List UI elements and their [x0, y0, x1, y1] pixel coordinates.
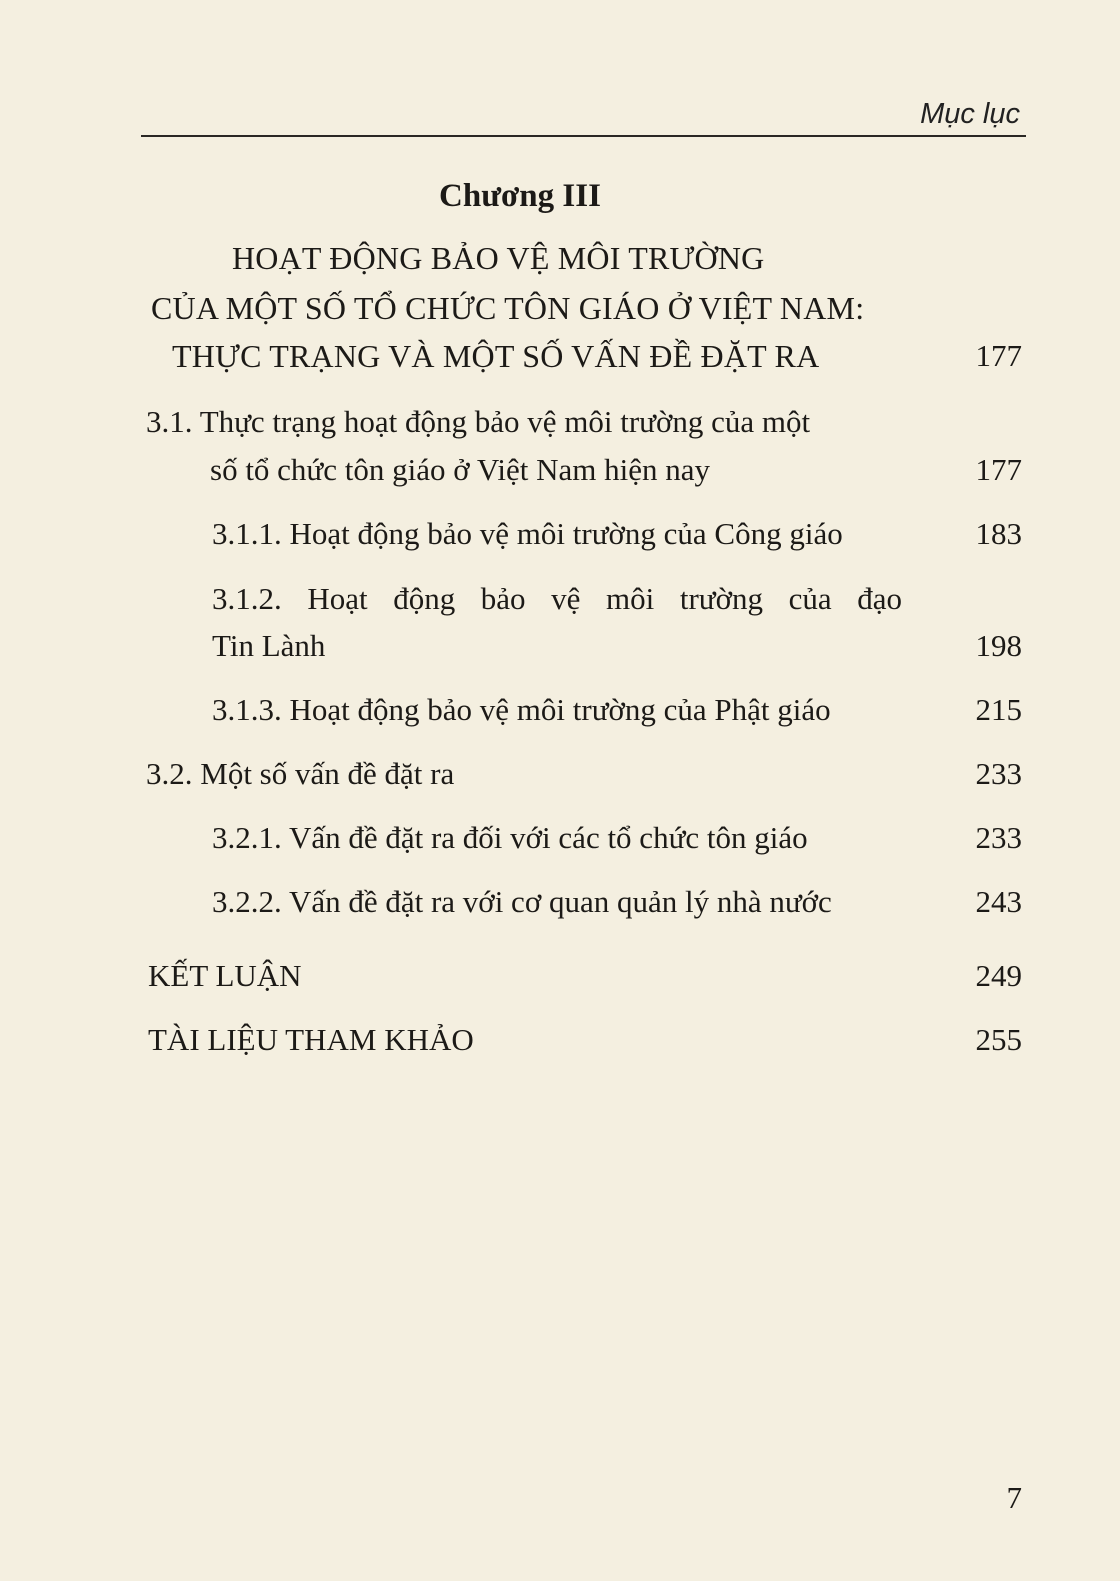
chapter-page-number: 177 — [975, 338, 1022, 373]
toc-entry-3-2-1-page: 233 — [975, 820, 1022, 855]
toc-entry-3-1-page: 177 — [975, 452, 1022, 487]
toc-word: 3.1.2. — [212, 581, 282, 616]
toc-entry-3-1-1: 3.1.1. Hoạt động bảo vệ môi trường của Công giáo — [212, 516, 843, 551]
toc-word: vệ — [551, 581, 581, 616]
toc-entry-3-1-2-page: 198 — [975, 628, 1022, 663]
chapter-title-line-3: THỰC TRẠNG VÀ MỘT SỐ VẤN ĐỀ ĐẶT RA — [172, 338, 820, 374]
toc-word: môi — [606, 581, 655, 616]
chapter-label: Chương III — [439, 178, 601, 214]
toc-entry-3-2: 3.2. Một số vấn đề đặt ra — [146, 756, 455, 791]
toc-word: đạo — [857, 581, 902, 616]
toc-word: Hoạt — [307, 581, 368, 616]
toc-entry-conclusion-page: 249 — [975, 958, 1022, 993]
toc-word: động — [393, 581, 456, 616]
toc-entry-3-1-3: 3.1.3. Hoạt động bảo vệ môi trường của Phật giáo — [212, 692, 831, 727]
toc-entry-3-1-2-line-1 — [212, 581, 902, 617]
toc-word: trường — [679, 581, 763, 616]
toc-entry-3-2-2: 3.2.2. Vấn đề đặt ra với cơ quan quản lý nhà nước — [212, 884, 832, 919]
toc-entry-3-1-line-2: số tổ chức tôn giáo ở Việt Nam hiện nay — [210, 452, 710, 487]
running-head: Mục lục — [920, 98, 1020, 130]
page-number: 7 — [1006, 1480, 1022, 1515]
toc-entry-references-page: 255 — [975, 1022, 1022, 1057]
chapter-title-line-1: HOẠT ĐỘNG BẢO VỆ MÔI TRƯỜNG — [232, 240, 765, 276]
toc-entry-3-1-line-1: 3.1. Thực trạng hoạt động bảo vệ môi trường của một — [146, 404, 811, 439]
toc-entry-3-1-2-line-2: Tin Lành — [212, 628, 326, 663]
toc-entry-3-1-1-page: 183 — [975, 516, 1022, 551]
toc-entry-3-2-2-page: 243 — [975, 884, 1022, 919]
toc-word: bảo — [480, 581, 526, 616]
toc-entry-3-2-1: 3.2.1. Vấn đề đặt ra đối với các tổ chức tôn giáo — [212, 820, 808, 855]
toc-entry-conclusion: KẾT LUẬN — [148, 958, 302, 993]
toc-entry-references: TÀI LIỆU THAM KHẢO — [148, 1022, 474, 1057]
chapter-title-line-2: CỦA MỘT SỐ TỔ CHỨC TÔN GIÁO Ở VIỆT NAM: — [151, 290, 865, 326]
toc-word: của — [788, 581, 832, 616]
toc-entry-3-1-3-page: 215 — [975, 692, 1022, 727]
header-rule — [141, 135, 1026, 137]
toc-entry-3-2-page: 233 — [975, 756, 1022, 791]
